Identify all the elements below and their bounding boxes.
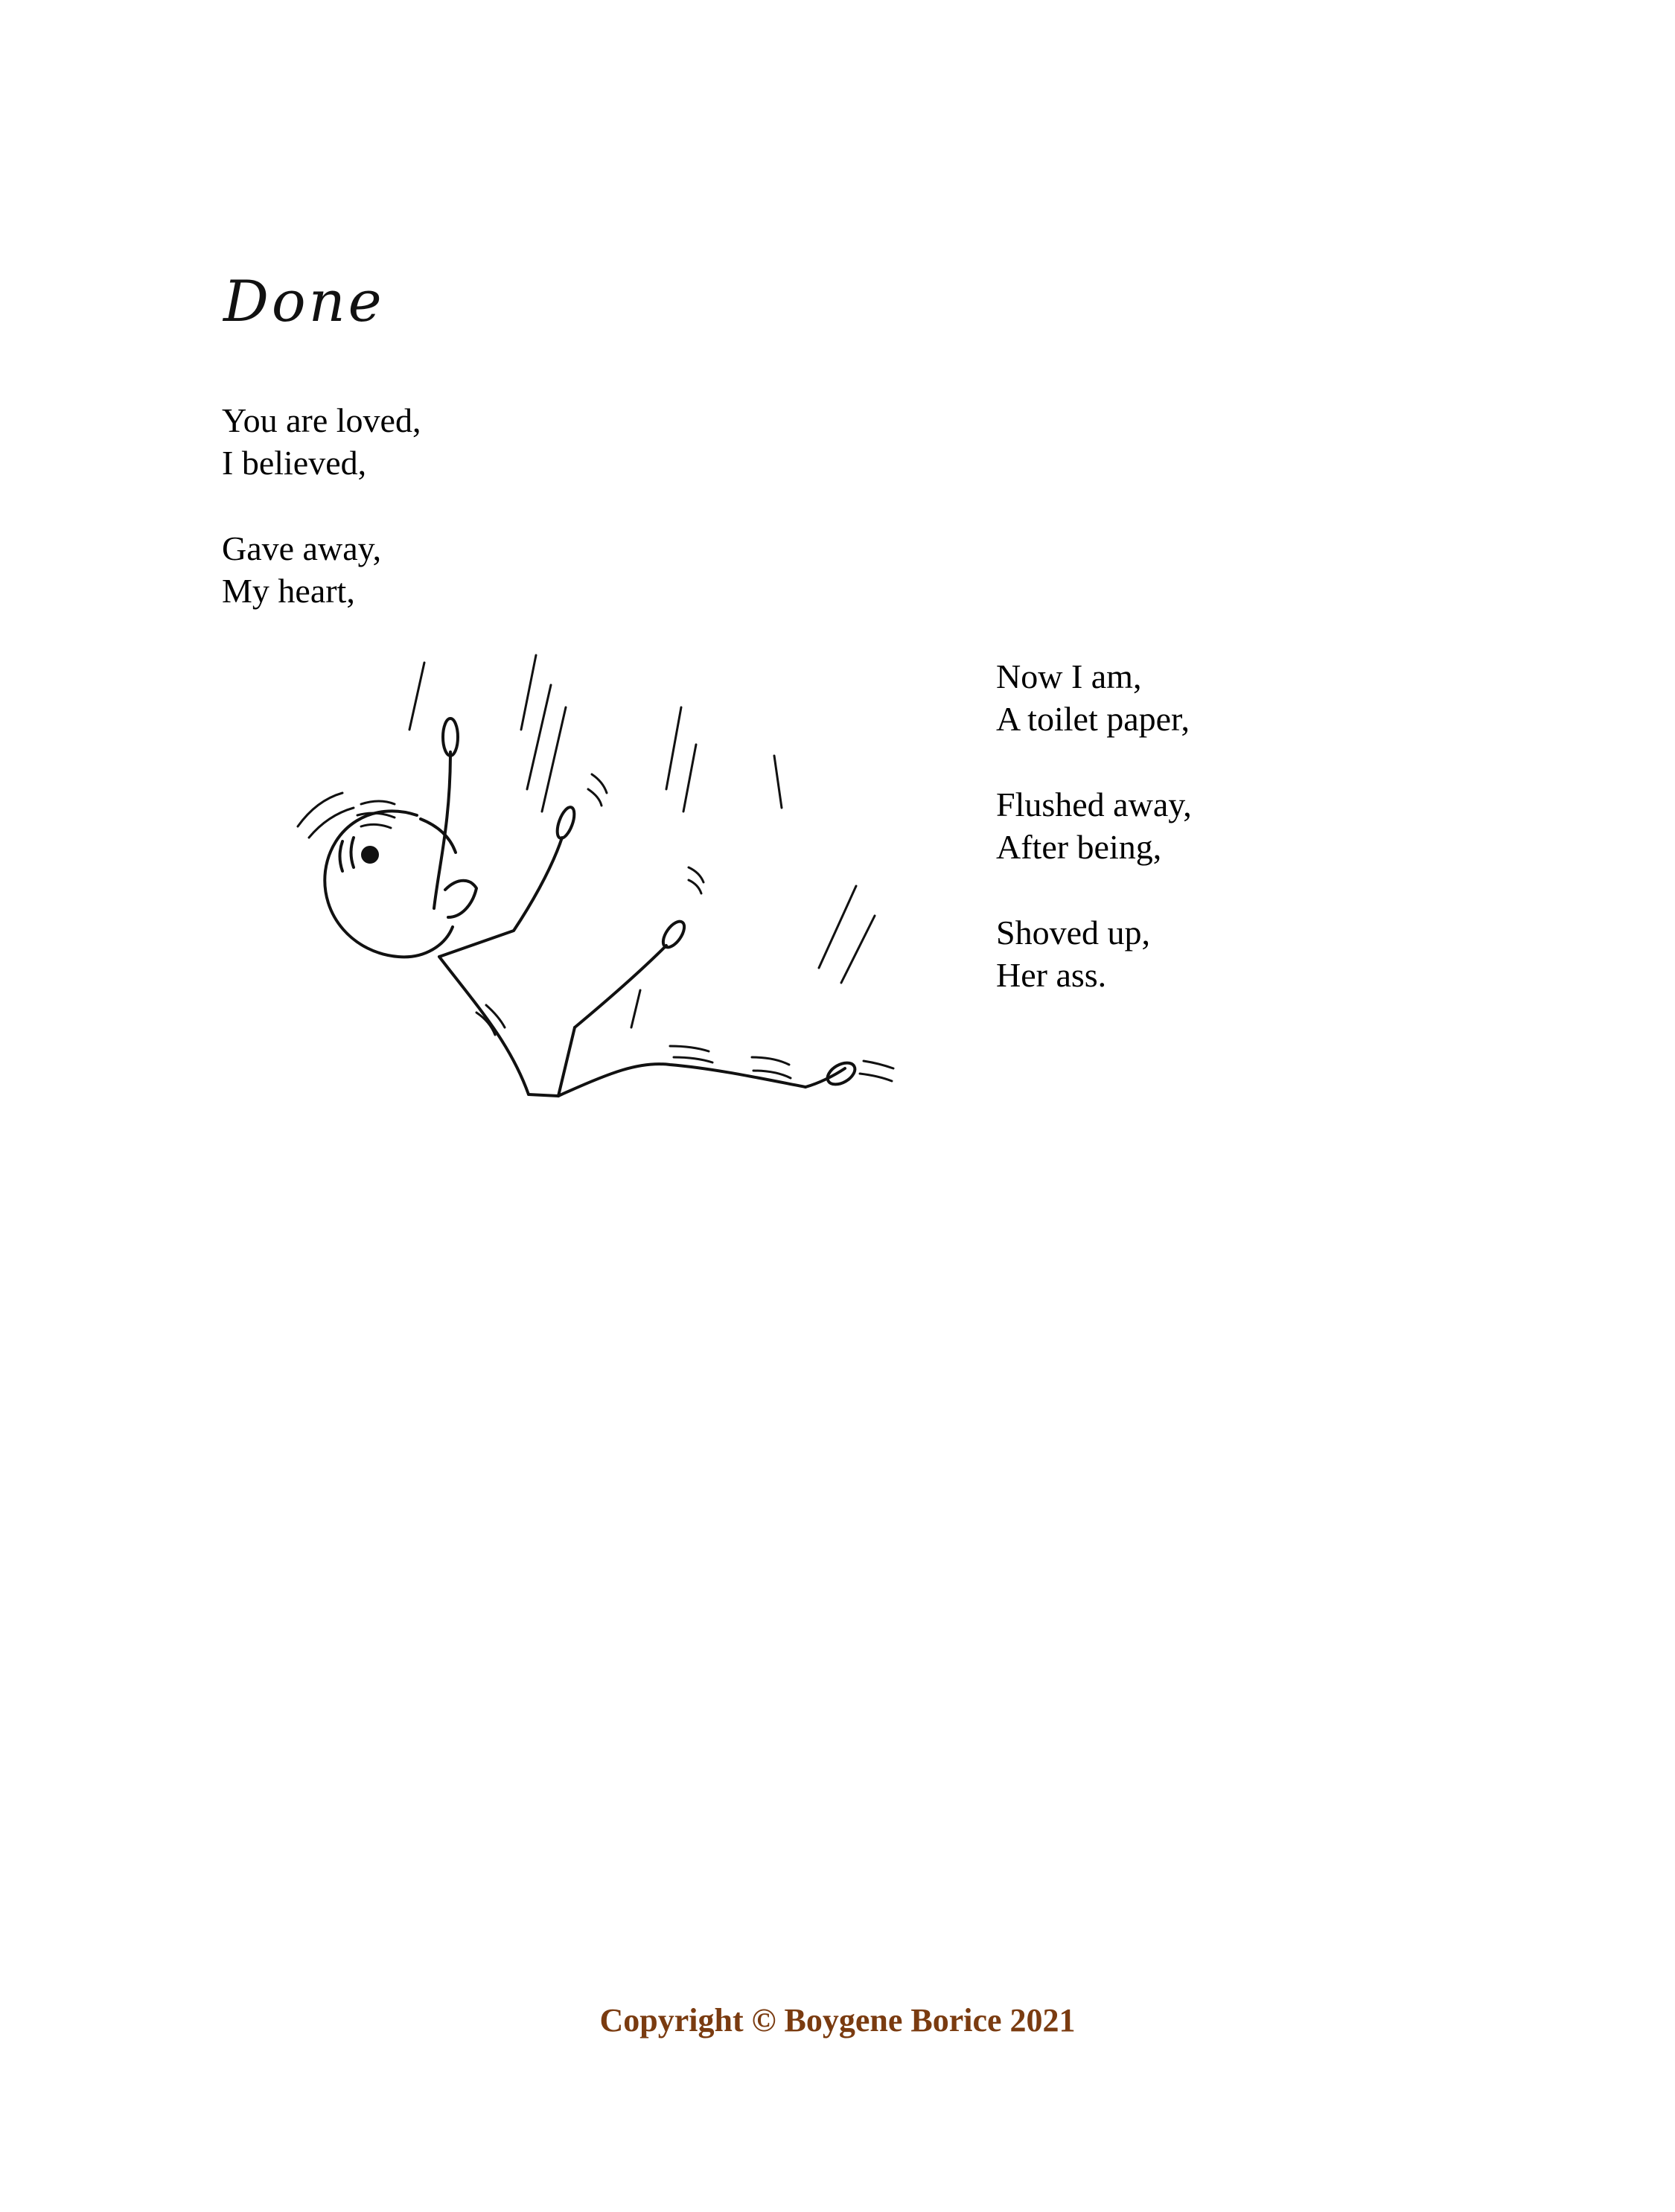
poem-line: Her ass. [996, 956, 1107, 994]
figure-head [325, 811, 476, 957]
poem-line: You are loved, [222, 401, 421, 439]
poem-line: My heart, [222, 572, 355, 610]
stanza-5 [996, 911, 1150, 996]
stanza-4 [996, 783, 1192, 868]
falling-stick-figure-icon [253, 640, 923, 1176]
poem-title: Done [223, 268, 385, 334]
figure-body [439, 957, 858, 1096]
poem-line: Shoved up, [996, 914, 1150, 952]
motion-lines [298, 655, 893, 1081]
figure-arms [434, 718, 689, 1027]
poem-line: A toilet paper, [996, 700, 1190, 738]
stanza-1 [222, 399, 421, 484]
copyright-notice: Copyright © Boygene Borice 2021 [599, 2002, 1076, 2039]
poem-line: After being, [996, 828, 1162, 866]
poem-line: I believed, [222, 444, 367, 482]
poem-line: Now I am, [996, 657, 1142, 695]
stanza-3 [996, 655, 1190, 740]
poem-line: Gave away, [222, 529, 382, 567]
poem-line: Flushed away, [996, 785, 1192, 823]
stanza-2 [222, 527, 381, 612]
